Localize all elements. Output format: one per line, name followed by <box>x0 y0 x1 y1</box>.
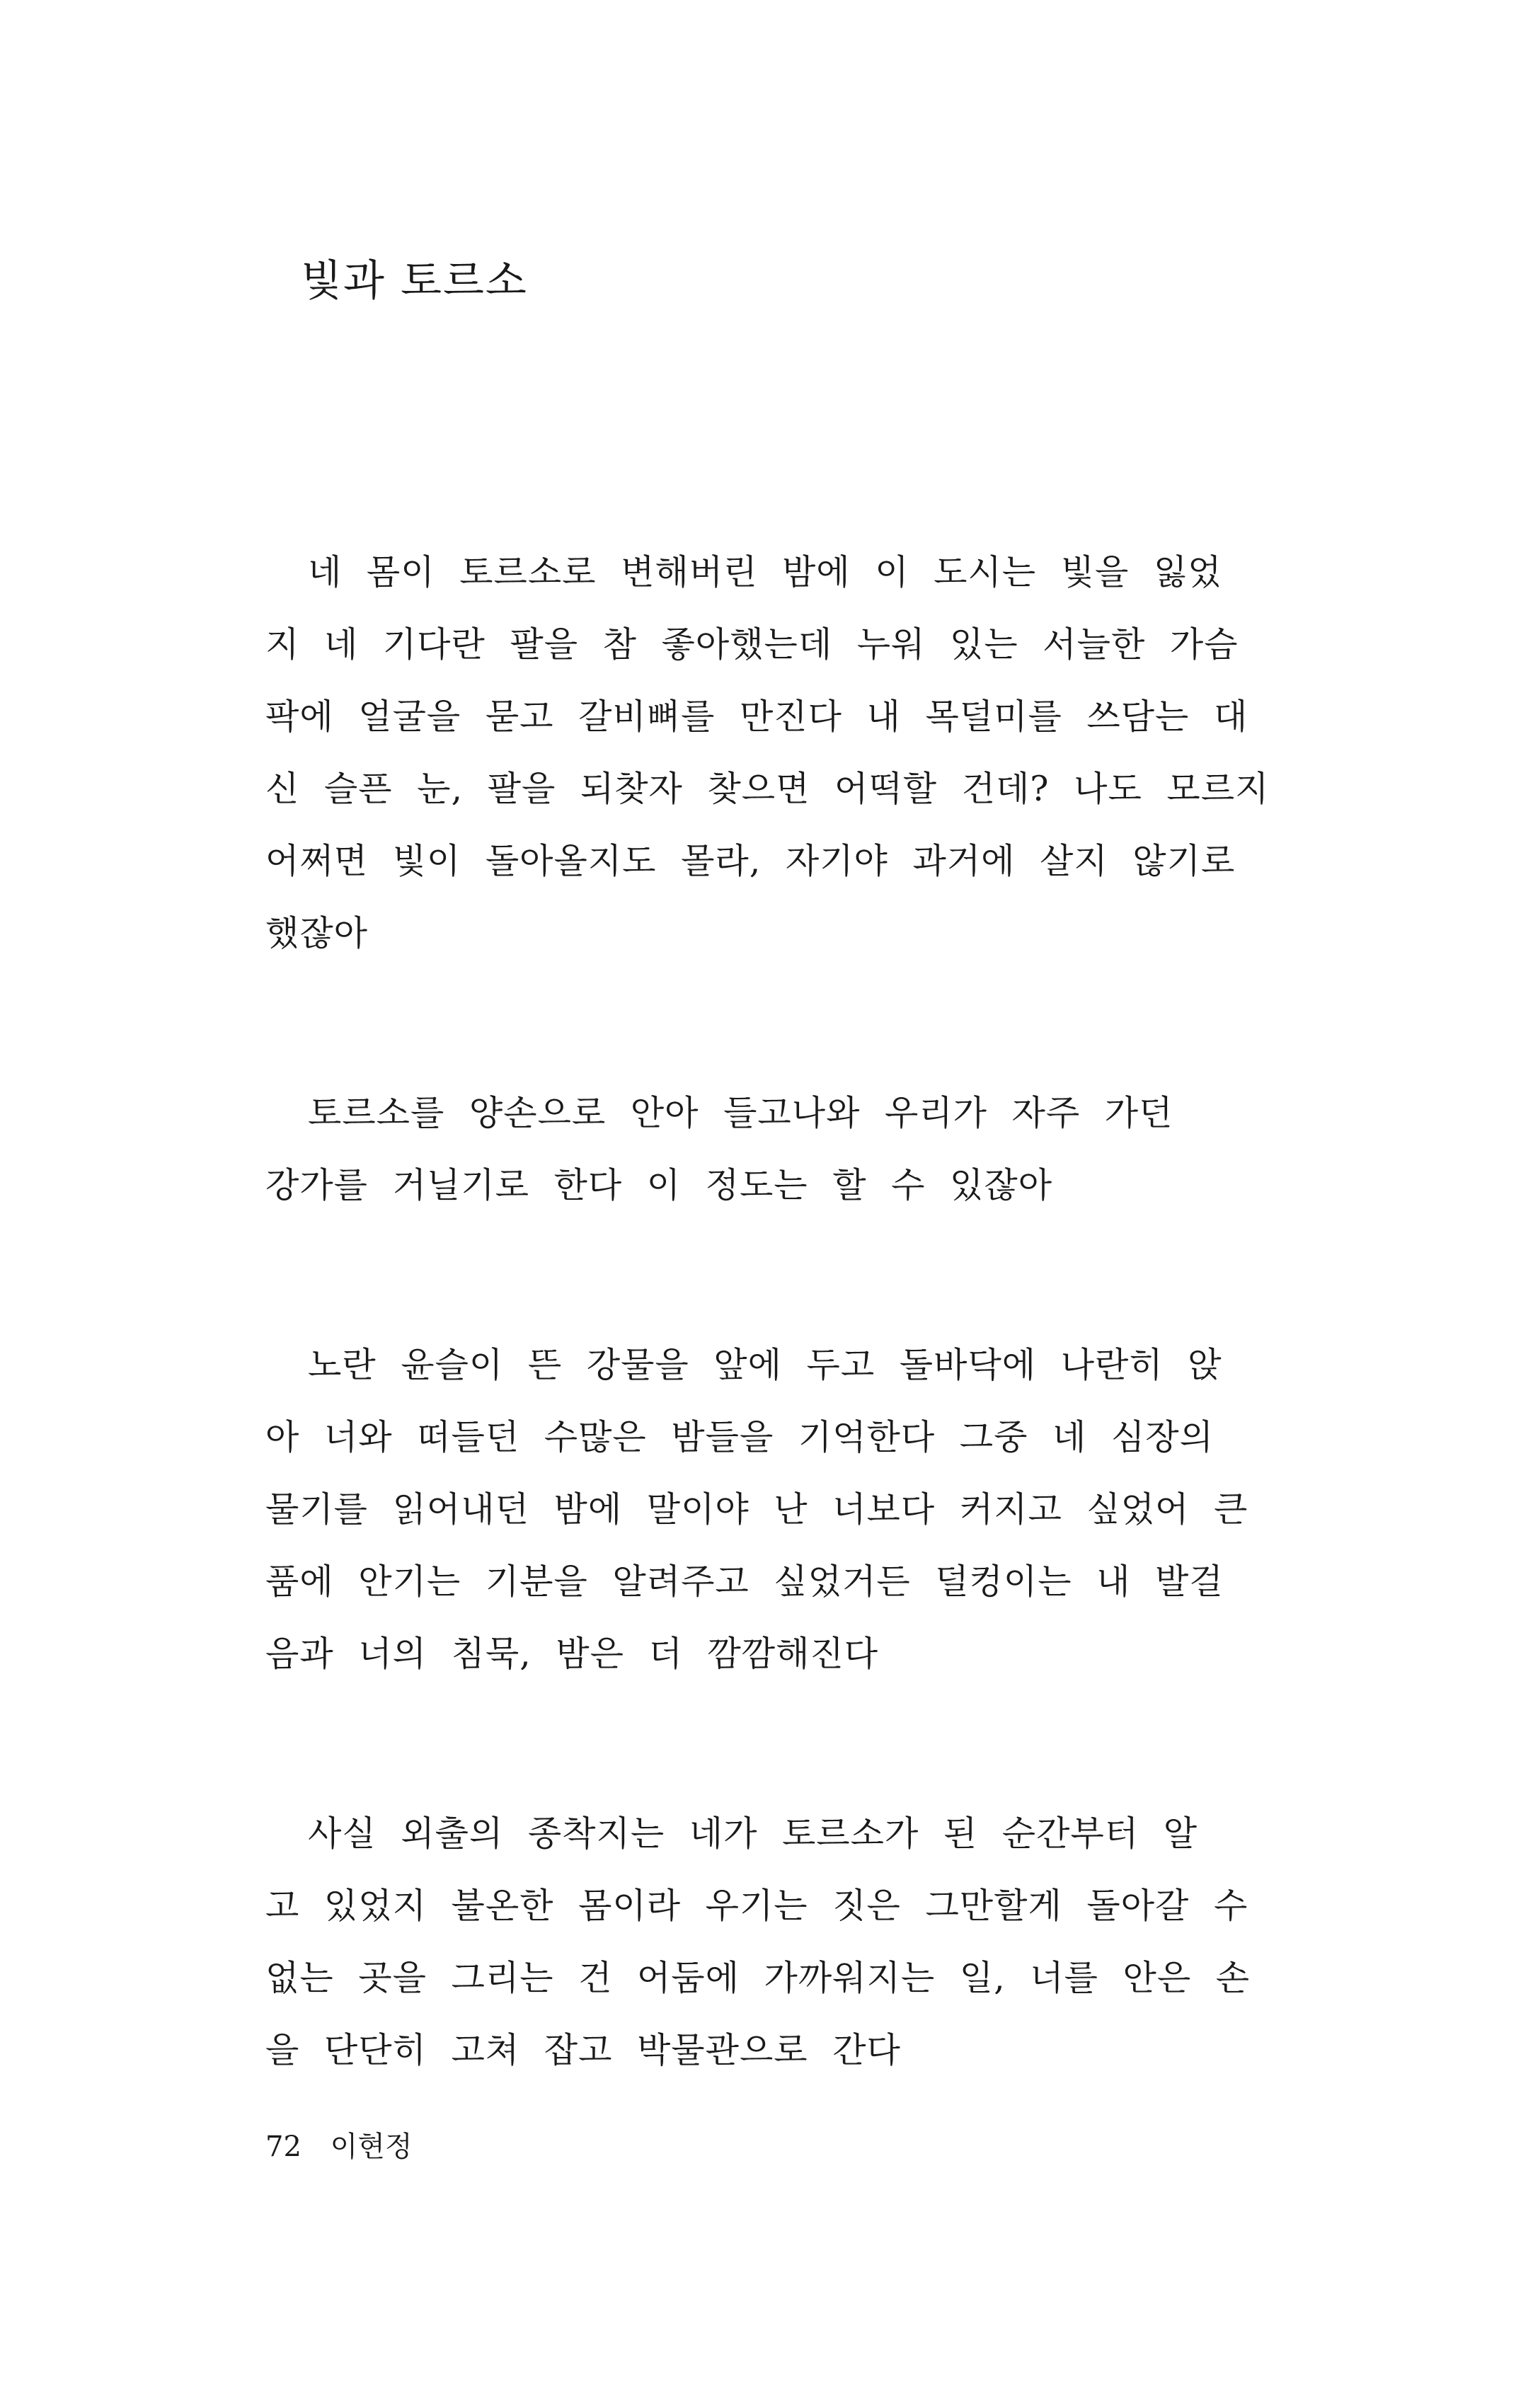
poem-line: 강가를 거닐기로 한다 이 정도는 할 수 있잖아 <box>265 1165 1053 1205</box>
stanza-2 <box>265 1077 1185 1222</box>
author-name: 이현정 <box>330 2131 413 2163</box>
page-number: 72 <box>265 2131 302 2163</box>
poem-body <box>265 537 1270 2194</box>
poem-line: 품에 안기는 기분을 알려주고 싶었거든 덜컹이는 내 발걸 <box>265 1561 1224 1602</box>
poem-line: 사실 외출의 종착지는 네가 토르소가 된 순간부터 알 <box>308 1813 1198 1854</box>
poem-line: 토르소를 양손으로 안아 들고나와 우리가 자주 가던 <box>308 1093 1173 1133</box>
poem-line: 노란 윤슬이 뜬 강물을 앞에 두고 돌바닥에 나란히 앉 <box>308 1345 1222 1385</box>
poem-line: 물기를 읽어내던 밤에 말이야 난 너보다 커지고 싶었어 큰 <box>265 1489 1248 1530</box>
poem-line: 아 너와 떠들던 수많은 밤들을 기억한다 그중 네 심장의 <box>265 1417 1214 1457</box>
poem-line: 팍에 얼굴을 묻고 갈비뼈를 만진다 내 목덜미를 쓰담는 대 <box>265 696 1248 737</box>
stanza-3 <box>265 1329 1248 1690</box>
poem-line: 음과 너의 침묵, 밤은 더 깜깜해진다 <box>265 1634 879 1674</box>
poem-line: 을 단단히 고쳐 잡고 박물관으로 간다 <box>265 2030 901 2070</box>
poem-line: 신 슬픈 눈, 팔을 되찾자 찾으면 어떡할 건데? 나도 모르지 <box>265 769 1270 809</box>
poem-line: 네 몸이 토르소로 변해버린 밤에 이 도시는 빛을 잃었 <box>308 552 1222 592</box>
poem-line: 없는 곳을 그리는 건 어둠에 가까워지는 일, 너를 안은 손 <box>265 1958 1251 1998</box>
stanza-1 <box>265 537 1270 970</box>
poem-line: 어쩌면 빛이 돌아올지도 몰라, 자기야 과거에 살지 않기로 <box>265 841 1236 881</box>
poem-line: 지 네 기다란 팔을 참 좋아했는데 누워 있는 서늘한 가슴 <box>265 624 1239 665</box>
poem-line: 했잖아 <box>265 913 369 953</box>
page-footer <box>265 2126 413 2168</box>
poem-line: 고 있었지 불온한 몸이라 우기는 짓은 그만할게 돌아갈 수 <box>265 1886 1248 1926</box>
poem-title: 빛과 토르소 <box>301 256 528 306</box>
stanza-4 <box>265 1798 1251 2087</box>
